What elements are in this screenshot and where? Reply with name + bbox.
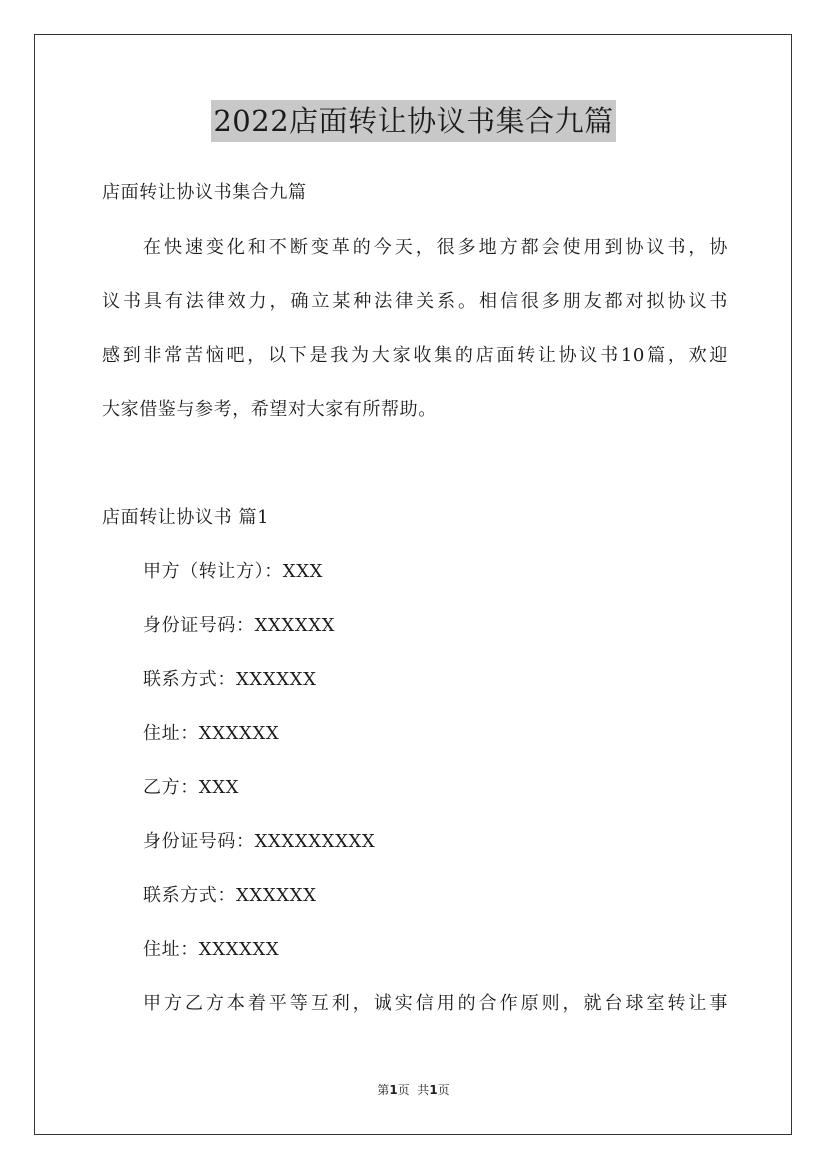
field-party-a-id: 身份证号码：XXXXXX <box>143 615 336 636</box>
section-heading: 店面转让协议书 篇1 <box>102 507 270 528</box>
field-party-a-contact: 联系方式：XXXXXX <box>143 669 317 690</box>
intro-line-1: 在快速变化和不断变革的今天，很多地方都会使用到协议书，协 <box>143 237 728 258</box>
intro-line-3: 感到非常苦恼吧，以下是我为大家收集的店面转让协议书10篇，欢迎 <box>102 345 728 366</box>
title-container <box>0 100 827 142</box>
field-party-b-contact: 联系方式：XXXXXX <box>143 885 317 906</box>
footer-page-number: 1 <box>389 1083 398 1097</box>
document-title: 2022店面转让协议书集合九篇 <box>211 100 615 142</box>
field-party-b-address: 住址：XXXXXX <box>143 939 280 960</box>
field-party-a: 甲方（转让方）：XXX <box>143 561 324 582</box>
footer-page-prefix: 第 <box>377 1083 390 1097</box>
field-party-a-address: 住址：XXXXXX <box>143 723 280 744</box>
intro-line-2: 议书具有法律效力，确立某种法律关系。相信很多朋友都对拟协议书 <box>102 291 728 312</box>
intro-line-4: 大家借鉴与参考，希望对大家有所帮助。 <box>102 399 437 420</box>
body-paragraph-line: 甲方乙方本着平等互利，诚实信用的合作原则，就台球室转让事 <box>143 993 728 1014</box>
document-subtitle: 店面转让协议书集合九篇 <box>102 182 307 203</box>
footer-page-mid: 页 共 <box>397 1083 430 1097</box>
footer-total-pages: 1 <box>429 1083 438 1097</box>
footer-page-suffix: 页 <box>437 1083 450 1097</box>
field-party-b: 乙方：XXX <box>143 777 240 798</box>
field-party-b-id: 身份证号码：XXXXXXXXX <box>143 831 376 852</box>
page-footer <box>0 1082 827 1098</box>
